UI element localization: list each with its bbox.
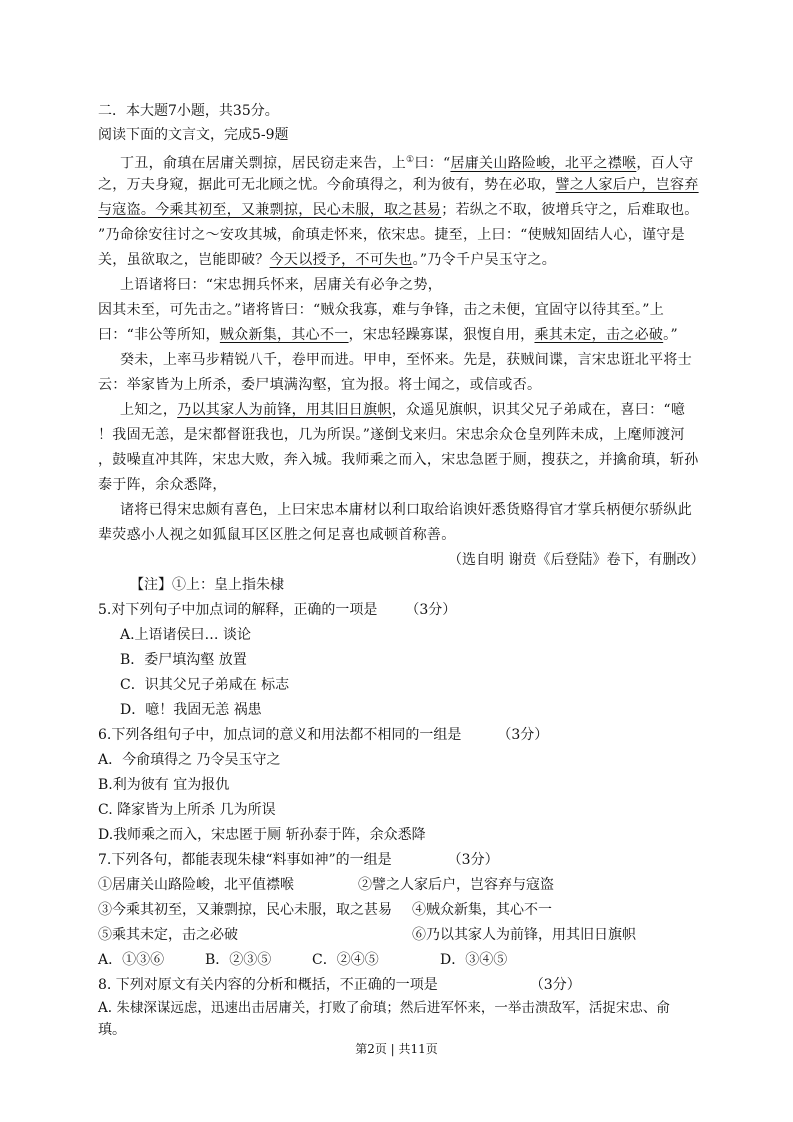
question-7-item: ①居庸关山路险峻，北平值襟喉 bbox=[98, 877, 294, 893]
question-6-option: B.利为彼有 宜为报仇 bbox=[98, 777, 230, 793]
passage-line: 泰于阵，余众悉降， bbox=[98, 477, 227, 493]
question-8-option: A. 朱棣深谋远虑，迅速出击居庸关，打败了俞瑱；然后进军怀来，一举击溃敌军，活捉宋忠、俞 bbox=[98, 1000, 670, 1016]
underlined-phrase: 与寇盗。今乘其初至，又兼剽掠，民心未服，取之甚易 bbox=[98, 202, 442, 218]
underlined-phrase: 乘其未定，击之必破 bbox=[534, 327, 664, 343]
question-5-option: C．识其父兄子弟咸在 标志 bbox=[120, 677, 290, 693]
question-5-option: D．噫！我固无恙 祸患 bbox=[120, 702, 262, 718]
question-7-answer: A．①③⑥ bbox=[98, 952, 165, 968]
question-7-item: ③今乘其初至，又兼剽掠，民心未服，取之甚易 bbox=[98, 902, 392, 918]
instruction: 阅读下面的文言文，完成5-9题 bbox=[98, 127, 289, 143]
question-7-answer: D．③④⑤ bbox=[440, 952, 508, 968]
question-6-option: A．今俞瑱得之 乃令吴玉守之 bbox=[98, 752, 281, 768]
question-8-option: 瑱。 bbox=[98, 1022, 126, 1038]
passage-line: 之，万夫身窥，据此可无北顾之忧。今俞瑱得之，利为彼有，势在必取，譬之人家后户，岂容弃 bbox=[98, 177, 699, 193]
question-7-item: ⑤乘其未定，击之必破 bbox=[98, 927, 238, 943]
passage-line: 因其未至，可先击之。”诸将皆曰：“贼众我寡，难与争锋，击之未便，宜固守以待其至。”上 bbox=[98, 302, 665, 318]
section-title: 二．本大题7小题，共35分。 bbox=[98, 103, 279, 119]
passage-line: 诸将已得宋忠颇有喜色，上曰宋忠本庸材以利口取给谄谀奸悉货赂得官才掌兵柄便尔骄纵此 bbox=[120, 502, 692, 518]
question-6-stem: 6.下列各组句子中，加点词的意义和用法都不相同的一组是 （3分） bbox=[98, 727, 549, 743]
question-5-option: B．委尸填沟壑 放置 bbox=[120, 652, 247, 668]
question-7-answer: B．②③⑤ bbox=[205, 952, 272, 968]
passage-line: 上知之，乃以其家人为前锋，用其旧日旗帜，众遥见旗帜，识其父兄子弟咸在，喜曰：“噫 bbox=[120, 402, 686, 418]
question-5-stem: 5.对下列句子中加点词的解释，正确的一项是 （3分） bbox=[98, 602, 457, 618]
passage-line: 关，虽欲取之，岂能即破？今天以授予，不可失也。”乃令千户吴玉守之。 bbox=[98, 252, 557, 268]
question-5-option: A.上语诸侯曰… 谈论 bbox=[120, 627, 252, 643]
question-7-item: ②譬之人家后户，岂容弃与寇盗 bbox=[358, 877, 554, 893]
question-7-item: ⑥乃以其家人为前锋，用其旧日旗帜 bbox=[412, 927, 636, 943]
passage-line: 曰：“非公等所知，贼众新集，其心不一，宋忠轻躁寡谋，狠愎自用，乘其未定，击之必破。” bbox=[98, 327, 678, 343]
passage-line: 癸未，上率马步精锐八千，卷甲而进。甲申，至怀来。先是，获贼间谍，言宋忠诳北平将士 bbox=[120, 352, 692, 368]
question-7-item: ④贼众新集，其心不一 bbox=[412, 902, 552, 918]
passage-line: 云：举家皆为上所杀，委尸填满沟壑，宜为报。将士闻之，或信或否。 bbox=[98, 377, 542, 393]
passage-line: ，鼓噪直冲其阵，宋忠大败，奔入城。我师乘之而入，宋忠急匿于厕，搜获之，并擒俞瑱，斩孙 bbox=[98, 452, 699, 468]
question-6-option: D.我师乘之而入，宋忠匿于厕 斩孙泰于阵，余众悉降 bbox=[98, 827, 426, 843]
underlined-phrase: 乃以其家人为前锋，用其旧日旗帜 bbox=[177, 402, 392, 418]
underlined-phrase: 居庸关山路险峻，北平之襟喉 bbox=[450, 155, 637, 172]
passage-line: ”乃命徐安往讨之～安攻其城，俞瑱走怀来，依宋忠。捷至，上曰：“使贼知固结人心，谨守是 bbox=[98, 227, 685, 243]
question-7-stem: 7.下列各句，都能表现朱棣“料事如神”的一组是 （3分） bbox=[98, 852, 499, 868]
underlined-phrase: 今天以授予，不可失也 bbox=[269, 252, 413, 268]
question-8-stem: 8. 下列对原文有关内容的分析和概括，不正确的一项是 （3分） bbox=[98, 977, 581, 993]
question-7-answer: C．②④⑤ bbox=[312, 952, 379, 968]
passage-line: 上语诸将曰：“宋忠拥兵怀来，居庸关有必争之势， bbox=[120, 277, 443, 293]
footnote: 【注】①上：皇上指朱棣 bbox=[130, 577, 284, 593]
passage-line: 辈荧惑小人视之如狐鼠耳区区胜之何足喜也咸顿首称善。 bbox=[98, 527, 456, 543]
page-footer: 第2页 | 共11页 bbox=[355, 1042, 438, 1056]
passage-line: ！我固无恙，是宋都督诳我也，几为所误。”遂倒戈来归。宋忠余众仓皇列阵未成，上麾师渡河 bbox=[98, 427, 685, 443]
passage-line: 与寇盗。今乘其初至，又兼剽掠，民心未服，取之甚易；若纵之不取，彼增兵守之，后难取也。 bbox=[98, 202, 699, 218]
passage-line: 丁丑，俞瑱在居庸关剽掠，居民窃走来告，上①曰：“居庸关山路险峻，北平之襟喉，百人守 bbox=[120, 155, 694, 172]
underlined-phrase: 贼众新集，其心不一 bbox=[219, 327, 349, 343]
question-6-option: C. 降家皆为上所杀 几为所误 bbox=[98, 802, 276, 818]
underlined-phrase: 譬之人家后户，岂容弃 bbox=[555, 177, 699, 193]
source-citation: （选自明 谢贲《后登陆》卷下，有删改） bbox=[448, 552, 705, 568]
